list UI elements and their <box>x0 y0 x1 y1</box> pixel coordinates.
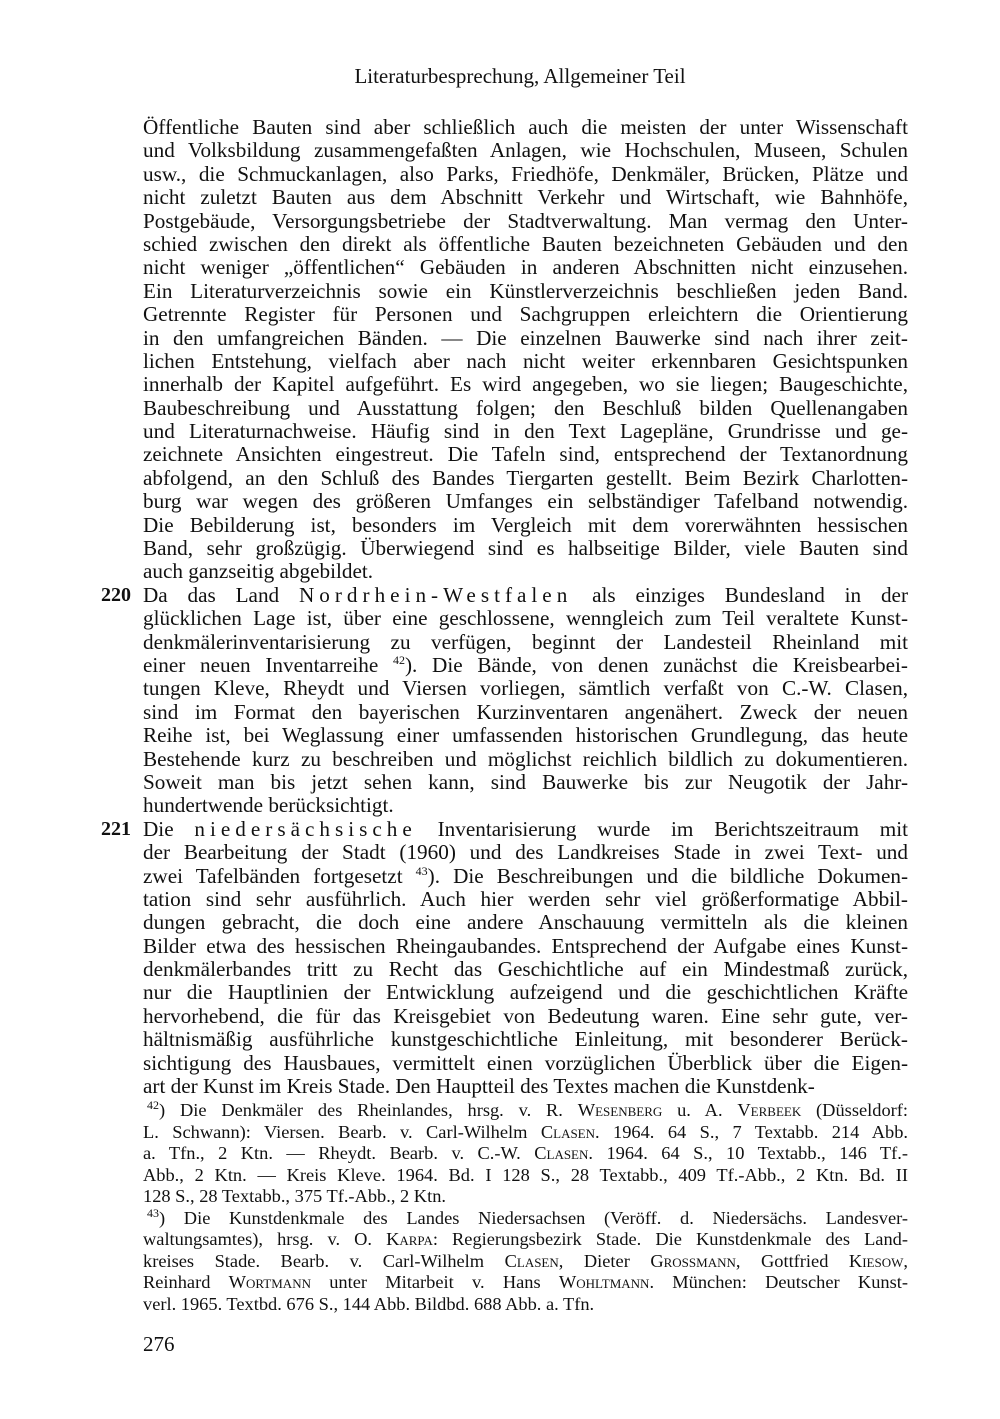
running-head: Literaturbesprechung, Allgemeiner Teil <box>354 64 686 88</box>
text-line: nur die Hauptlinien der Entwicklung aufzeigend und die geschichtlichen Kräfte <box>143 980 908 1005</box>
text-line: tation sind sehr ausführlich. Auch hier werden sehr viel größerformatige Abbil- <box>143 886 908 911</box>
paragraph-220 <box>101 582 909 818</box>
marginal-number-220: 220 <box>101 583 131 606</box>
text-line: glücklichen Lage ist, über eine geschlossene, wenngleich zum Teil veraltete Kunst- <box>143 606 908 631</box>
text-line: art der Kunst im Kreis Stade. Den Hauptteil des Textes machen die Kunstdenk- <box>143 1074 815 1099</box>
text-line: und Literaturnachweise. Häufig sind in den Text Lagepläne, Grundrisse und ge- <box>143 419 908 444</box>
text-line: usw., die Schmuckanlagen, also Parks, Friedhöfe, Denkmäler, Brücken, Plätze und <box>143 161 908 186</box>
text-line: hundertwende berücksichtigt. <box>143 793 394 818</box>
text-line: hältnismäßig ausführliche kunstgeschichtliche Einleitung, mit besonderer Berück- <box>143 1027 908 1052</box>
text-line: einer neuen Inventarreihe $^{42}$). Die Bände, von denen zunächst die Kreisbearbei- <box>143 652 908 677</box>
footnote-line: verl. 1965. Textbd. 676 S., 144 Abb. Bildbd. 688 Abb. a. Tfn. <box>143 1293 595 1314</box>
footnote-line: Abb., 2 Ktn. — Kreis Kleve. 1964. Bd. I 128 S., 28 Textabb., 409 Tf.-Abb., 2 Ktn. Bd. II <box>143 1164 908 1185</box>
text-line: Öffentliche Bauten sind aber schließlich auch die meisten der unter Wissenschaft <box>143 115 908 139</box>
text-line: sind im Format den bayerischen Kurzinventaren angenähert. Zweck der neuen <box>143 699 908 724</box>
paragraph-public-buildings <box>143 116 908 584</box>
text-line: zeichnete Ansichten eingestreut. Die Tafeln sind, entsprechend der Textanordnung <box>143 442 908 467</box>
marginal-number-221: 221 <box>101 817 131 840</box>
text-line: nicht zuletzt Bauten aus dem Abschnitt Verkehr und Wirtschaft, wie Bahnhöfe, <box>143 185 908 210</box>
text-line: Die niedersächsische Inventarisierung wurde im Berichtszeitraum mit <box>143 816 909 841</box>
footnote-42 <box>143 1097 908 1208</box>
footnote-line: 128 S., 28 Textabb., 375 Tf.-Abb., 2 Ktn. <box>143 1186 446 1206</box>
text-line: burg war wegen des größeren Umfanges ein selbständiger Tafelband notwendig. <box>143 489 908 514</box>
text-line: Ein Literaturverzeichnis sowie ein Künstlerverzeichnis beschließen jeden Band. <box>143 278 908 303</box>
text-line: in den umfangreichen Bänden. — Die einzelnen Bauwerke sind nach ihrer zeit- <box>143 325 908 350</box>
footnote-line: $^{43}$) Die Kunstdenkmale des Landes Niedersachsen (Veröff. d. Niedersächs. Landesver- <box>147 1205 908 1228</box>
footnotes <box>143 1097 908 1315</box>
text-line: denkmälerinventarisierung zu verfügen, beginnt der Landesteil Rheinland mit <box>143 629 908 654</box>
footnote-line: waltungsamtes), hrsg. v. O. Karpa: Regierungsbezirk Stade. Die Kunstdenkmale des Land- <box>143 1229 908 1249</box>
footnote-ref-43[interactable]: 43 <box>415 863 428 878</box>
text-line: tungen Kleve, Rheydt und Viersen vorliegen, sämtlich verfaßt von C.-W. Clasen, <box>143 676 908 701</box>
paragraph-221 <box>101 816 909 1099</box>
text-line: und Volksbildung zusammengefaßten Anlagen, wie Hochschulen, Museen, Schulen <box>143 138 908 163</box>
text-line: Baubeschreibung und Ausstattung folgen; den Beschluß bilden Quellenangaben <box>143 395 908 420</box>
text-line: Bestehende kurz zu beschreiben und möglichst reichlich bildlich zu dokumentieren. <box>143 746 908 771</box>
text-line: Band, sehr großzügig. Überwiegend sind es halbseitige Bilder, viele Bauten sind <box>143 536 908 561</box>
footnote-line: kreises Stade. Bearb. v. Carl-Wilhelm Clasen, Dieter Grossmann, Gottfried Kiesow, <box>143 1250 908 1271</box>
text-line: Bilder etwa des hessischen Rheingaubandes. Entsprechend der Aufgabe eines Kunst- <box>143 933 908 958</box>
text-line: Getrennte Register für Personen und Sachgruppen erleichtern die Orientierung <box>143 302 908 327</box>
text-line: Soweit man bis jetzt sehen kann, sind Bauwerke bis zur Neugotik der Jahr- <box>143 769 908 794</box>
footnote-line: Reinhard Wortmann unter Mitarbeit v. Hans Wohltmann. München: Deutscher Kunst- <box>143 1272 908 1292</box>
text-line: hervorhebend, die für das Kreisgebiet von Bedeutung waren. Eine sehr gute, ver- <box>143 1003 908 1028</box>
text-line: lichen Entstehung, vielfach aber nach nicht weiter erkennbaren Gesichtspunken <box>143 348 908 373</box>
text-line: Die Bebilderung ist, besonders im Vergleich mit dem vorerwähnten hessischen <box>143 512 908 537</box>
text-line: schied zwischen den direkt als öffentliche Bauten bezeichneten Gebäuden und den <box>143 231 908 256</box>
text-line: zwei Tafelbänden fortgesetzt $^{43}$). Die Beschreibungen und die bildliche Dokumen- <box>143 863 908 888</box>
text-line: auch ganzseitig abgebildet. <box>143 559 374 584</box>
footnote-ref-42[interactable]: 42 <box>393 652 405 667</box>
page-number: 276 <box>143 1332 175 1356</box>
body-text <box>101 115 909 1099</box>
footnote-number: 42 <box>147 1097 159 1112</box>
footnote-line: $^{42}$) Die Denkmäler des Rheinlandes, hrsg. v. R. Wesenberg u. A. Verbeek (Düsseldorf: <box>147 1097 908 1120</box>
text-line: dungen gebracht, die doch eine andere Anschauung vermitteln als die kleinen <box>143 910 908 935</box>
text-line: Reihe ist, bei Weglassung einer umfassenden historischen Grundlegung, das heute <box>143 723 908 748</box>
text-line: Postgebäude, Versorgungsbetriebe der Stadtverwaltung. Man vermag den Unter- <box>143 208 908 233</box>
text-line: sichtigung des Hausbaues, vermittelt einen vorzüglichen Überblick über die Eigen- <box>143 1050 908 1075</box>
text-line: Da das Land Nordrhein-Westfalen als einziges Bundesland in der <box>143 582 909 607</box>
footnote-line: a. Tfn., 2 Ktn. — Rheydt. Bearb. v. C.-W. Clasen. 1964. 64 S., 10 Textabb., 146 Tf.- <box>143 1143 908 1163</box>
text-line: nicht weniger „öffentlichen“ Gebäuden in anderen Abschnitten nicht einzusehen. <box>143 255 908 280</box>
footnote-number: 43 <box>147 1205 159 1220</box>
text-line: innerhalb der Kapitel aufgeführt. Es wird angegeben, wo sie liegen; Baugeschichte, <box>143 372 908 397</box>
text-line: der Bearbeitung der Stadt (1960) und des Landkreises Stade in zwei Text- und <box>143 840 908 865</box>
footnote-line: L. Schwann): Viersen. Bearb. v. Carl-Wilhelm Clasen. 1964. 64 S., 7 Textabb. 214 Abb. <box>143 1121 908 1142</box>
footnote-43 <box>143 1205 908 1316</box>
text-line: denkmälerbandes tritt zu Recht das Geschichtliche auf ein Mindestmaß zurück, <box>143 957 908 982</box>
text-line: abfolgend, an den Schluß des Bandes Tiergarten gestellt. Beim Bezirk Charlotten- <box>143 465 908 490</box>
